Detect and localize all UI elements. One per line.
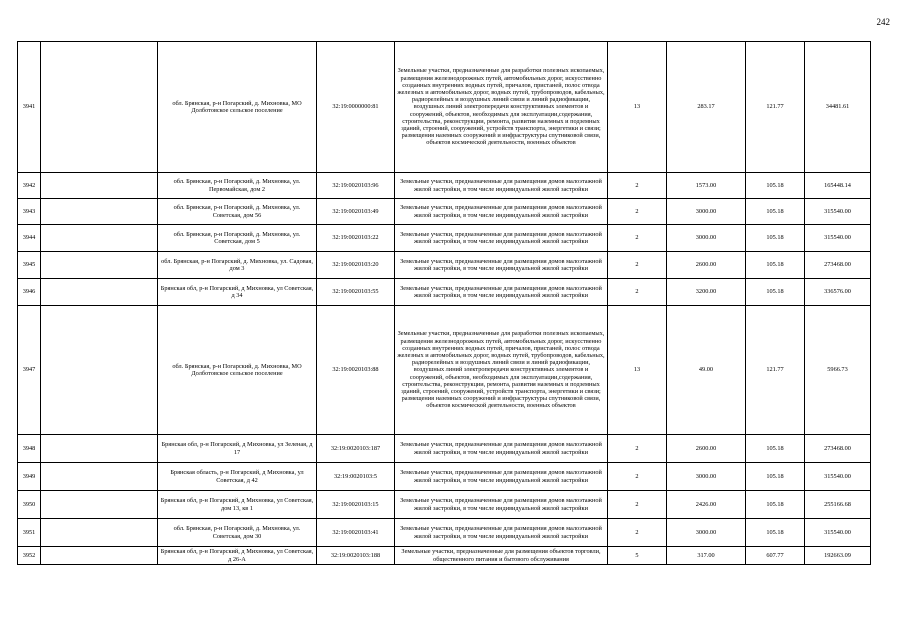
address-cell: Брянская обл, р-н Погарский, д Михновка, ул Советская, д 26-А [158,547,317,565]
empty-cell [41,435,158,463]
row-number: 3942 [18,173,41,199]
specific-value-cell: 121.77 [746,42,805,173]
area-cell: 317.00 [667,547,746,565]
specific-value-cell: 105.18 [746,199,805,225]
group-cell: 2 [608,173,667,199]
address-cell: Брянская обл, р-н Погарский, д Михновка, ул Советская, д 34 [158,279,317,306]
cadastral-number-cell: 32:19:0020103:188 [317,547,395,565]
cadastral-number-cell: 32:19:0000000:81 [317,42,395,173]
permitted-use-cell: Земельные участки, предназначенные для размещения домов малоэтажной жилой застройки, в том числе индивидуальной жилой застройки [395,463,608,491]
specific-value-cell: 607.77 [746,547,805,565]
specific-value-cell: 105.18 [746,463,805,491]
cadastral-number-cell: 32:19:0020103:49 [317,199,395,225]
group-cell: 2 [608,252,667,279]
specific-value-cell: 105.18 [746,491,805,519]
row-number: 3946 [18,279,41,306]
specific-value-cell: 105.18 [746,519,805,547]
cadastral-number-cell: 32:19:0020103:88 [317,306,395,435]
specific-value-cell: 121.77 [746,306,805,435]
address-cell: Брянская обл, р-н Погарский, д Михновка, ул Зеленая, д 17 [158,435,317,463]
cadastral-number-cell: 32:19:0020103:15 [317,491,395,519]
table-row [18,225,871,252]
cadastral-value-cell: 315540.00 [805,225,871,252]
group-cell: 2 [608,519,667,547]
permitted-use-cell: Земельные участки, предназначенные для размещения домов малоэтажной жилой застройки, в том числе индивидуальной жилой застройки [395,199,608,225]
table-row [18,547,871,565]
row-number: 3941 [18,42,41,173]
empty-cell [41,42,158,173]
table-row [18,306,871,435]
cadastral-value-cell: 34481.61 [805,42,871,173]
table-row [18,279,871,306]
cadastral-value-cell: 255166.68 [805,491,871,519]
table-row [18,42,871,173]
group-cell: 5 [608,547,667,565]
specific-value-cell: 105.18 [746,252,805,279]
row-number: 3947 [18,306,41,435]
table-row [18,519,871,547]
address-cell: обл. Брянская, р-н Погарский, д. Михновка, ул. Советская, дом 5 [158,225,317,252]
table-row [18,173,871,199]
cadastral-value-table [17,41,871,565]
permitted-use-cell: Земельные участки, предназначенные для размещения домов малоэтажной жилой застройки, в том числе индивидуальной жилой застройки [395,519,608,547]
area-cell: 3000.00 [667,463,746,491]
area-cell: 2426.00 [667,491,746,519]
group-cell: 13 [608,306,667,435]
group-cell: 2 [608,279,667,306]
area-cell: 49.00 [667,306,746,435]
address-cell: Брянская обл, р-н Погарский, д Михновка, ул Советская, дом 13, кв 1 [158,491,317,519]
cadastral-value-cell: 315540.00 [805,519,871,547]
row-number: 3948 [18,435,41,463]
table-row [18,491,871,519]
empty-cell [41,173,158,199]
cadastral-number-cell: 32:19:0020103:41 [317,519,395,547]
address-cell: обл. Брянская, р-н Погарский, д. Михновка, МО Долботовское сельское поселение [158,306,317,435]
area-cell: 3000.00 [667,199,746,225]
table-row [18,199,871,225]
empty-cell [41,225,158,252]
cadastral-value-cell: 315540.00 [805,463,871,491]
permitted-use-cell: Земельные участки, предназначенные для размещения домов малоэтажной жилой застройки, в том числе индивидуальной жилой застройки [395,279,608,306]
table-row [18,463,871,491]
cadastral-value-cell: 273468.00 [805,252,871,279]
permitted-use-cell: Земельные участки, предназначенные для разработки полезных ископаемых, размещения железнодорожных путей, автомобильных дорог, искусственно созданных внутренних водных путей, причалов, пристаней, полос отвода железных и автомобильных дорог, водных путей, трубопроводов, кабельных, радиорелейных и воздушных линий связи и линий радиофикации, воздушных линий электропередачи конструктивных элементов и сооружений, объектов, необходимых для эксплуатации,содержания, строительства, реконструкции, ремонта, развития наземных и подземных зданий, строений, сооружений, устройств транспорта, энергетики и связи; размещения наземных сооружений и инфраструктуры спутниковой связи, объектов космической деятельности, военных объектов [395,306,608,435]
area-cell: 283.17 [667,42,746,173]
group-cell: 13 [608,42,667,173]
row-number: 3951 [18,519,41,547]
address-cell: обл. Брянская, р-н Погарский, д. Михновка, ул. Садовая, дом 3 [158,252,317,279]
cadastral-value-cell: 315540.00 [805,199,871,225]
address-cell: Брянская область, р-н Погарский, д Михновка, ул Советская, д 42 [158,463,317,491]
area-cell: 2600.00 [667,435,746,463]
empty-cell [41,306,158,435]
area-cell: 3200.00 [667,279,746,306]
specific-value-cell: 105.18 [746,435,805,463]
empty-cell [41,547,158,565]
area-cell: 3000.00 [667,519,746,547]
address-cell: обл. Брянская, р-н Погарский, д. Михновка, МО Долботовское сельское поселение [158,42,317,173]
cadastral-value-cell: 5966.73 [805,306,871,435]
empty-cell [41,463,158,491]
cadastral-number-cell: 32:19:0020103:96 [317,173,395,199]
group-cell: 2 [608,463,667,491]
group-cell: 2 [608,225,667,252]
empty-cell [41,252,158,279]
address-cell: обл. Брянская, р-н Погарский, д. Михновка, ул. Советская, дом 30 [158,519,317,547]
permitted-use-cell: Земельные участки, предназначенные для разработки полезных ископаемых, размещения железнодорожных путей, автомобильных дорог, искусственно созданных внутренних водных путей, причалов, пристаней, полос отвода железных и автомобильных дорог, водных путей, трубопроводов, кабельных, радиорелейных и воздушных линий связи и линий радиофикации, воздушных линий электропередачи конструктивных элементов и сооружений, объектов, необходимых для эксплуатации,содержания, строительства, реконструкции, ремонта, развития наземных и подземных зданий, строений, сооружений, устройств транспорта, энергетики и связи; размещения наземных сооружений и инфраструктуры спутниковой связи, объектов космической деятельности, военных объектов [395,42,608,173]
group-cell: 2 [608,199,667,225]
cadastral-number-cell: 32:19:0020103:5 [317,463,395,491]
cadastral-value-cell: 165448.14 [805,173,871,199]
group-cell: 2 [608,491,667,519]
group-cell: 2 [608,435,667,463]
empty-cell [41,491,158,519]
row-number: 3949 [18,463,41,491]
cadastral-value-cell: 192663.09 [805,547,871,565]
cadastral-number-cell: 32:19:0020103:187 [317,435,395,463]
cadastral-number-cell: 32:19:0020103:20 [317,252,395,279]
row-number: 3950 [18,491,41,519]
permitted-use-cell: Земельные участки, предназначенные для размещения домов малоэтажной жилой застройки, в том числе индивидуальной жилой застройки [395,225,608,252]
permitted-use-cell: Земельные участки, предназначенные для размещения домов малоэтажной жилой застройки, в том числе индивидуальной жилой застройки [395,491,608,519]
empty-cell [41,199,158,225]
cadastral-value-cell: 273468.00 [805,435,871,463]
table-row [18,435,871,463]
permitted-use-cell: Земельные участки, предназначенные для размещения домов малоэтажной жилой застройки, в том числе индивидуальной жилой застройки [395,173,608,199]
page-number: 242 [876,17,890,27]
specific-value-cell: 105.18 [746,279,805,306]
area-cell: 1573.00 [667,173,746,199]
permitted-use-cell: Земельные участки, предназначенные для размещения домов малоэтажной жилой застройки, в том числе индивидуальной жилой застройки [395,435,608,463]
cadastral-number-cell: 32:19:0020103:22 [317,225,395,252]
row-number: 3944 [18,225,41,252]
row-number: 3945 [18,252,41,279]
cadastral-number-cell: 32:19:0020103:55 [317,279,395,306]
address-cell: обл. Брянская, р-н Погарский, д. Михновка, ул. Советская, дом 56 [158,199,317,225]
specific-value-cell: 105.18 [746,173,805,199]
empty-cell [41,279,158,306]
permitted-use-cell: Земельные участки, предназначенные для размещения домов малоэтажной жилой застройки, в том числе индивидуальной жилой застройки [395,252,608,279]
empty-cell [41,519,158,547]
row-number: 3952 [18,547,41,565]
area-cell: 3000.00 [667,225,746,252]
permitted-use-cell: Земельные участки, предназначенные для размещения объектов торговли, общественного питания и бытового обслуживания [395,547,608,565]
row-number: 3943 [18,199,41,225]
address-cell: обл. Брянская, р-н Погарский, д. Михновка, ул. Первомайская, дом 2 [158,173,317,199]
area-cell: 2600.00 [667,252,746,279]
specific-value-cell: 105.18 [746,225,805,252]
cadastral-value-cell: 336576.00 [805,279,871,306]
table-row [18,252,871,279]
